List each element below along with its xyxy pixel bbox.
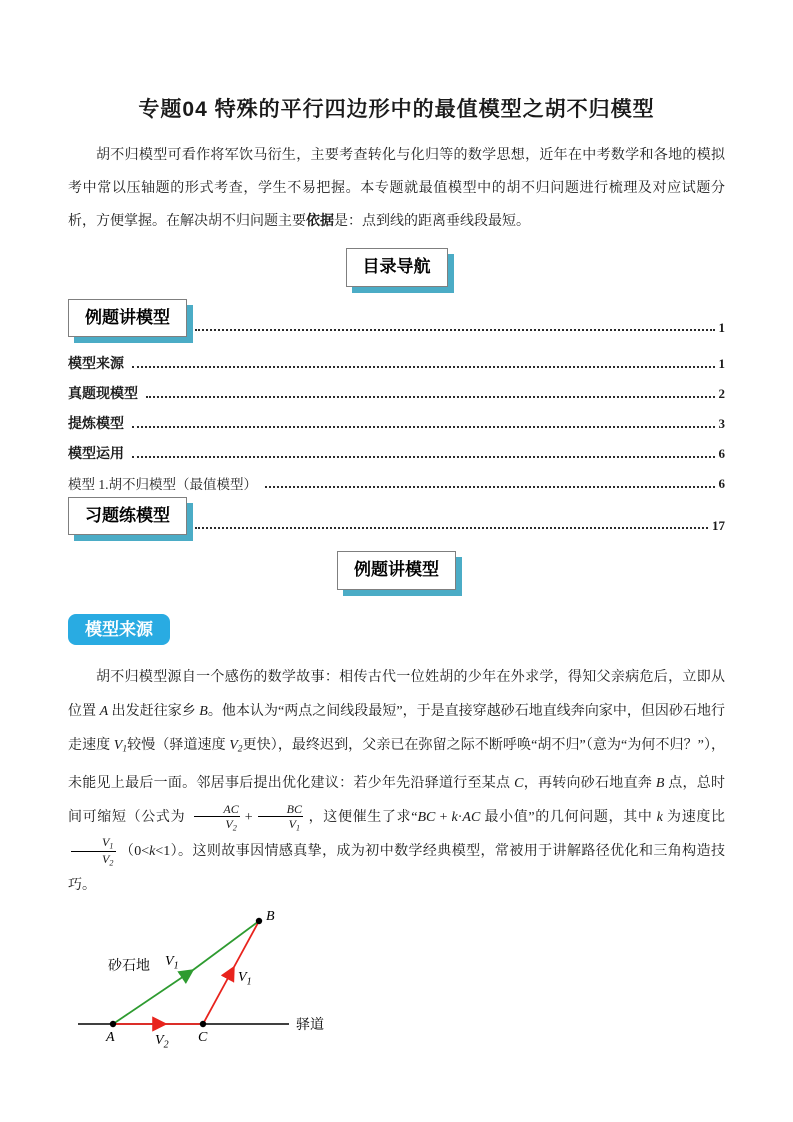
toc-nav-title: 目录导航: [362, 257, 431, 277]
v-letter: V: [165, 953, 174, 969]
v-letter: V: [238, 969, 247, 985]
toc-entry: [68, 433, 725, 463]
toc-entry: [68, 463, 725, 493]
toc-entry-label: 真题现模型: [68, 385, 138, 402]
toc-entry: [68, 373, 725, 403]
sand-area-label: 砂石地: [108, 958, 150, 974]
toc-entry-label: 模型 1.胡不归模型（最值模型）: [68, 477, 257, 493]
story-paragraph: 胡不归模型源自一个感伤的数学故事：相传古代一位姓胡的少年在外求学，得知父亲病危后，立即从位置 A 出发赶往家乡 B。他本认为“两点之间线段最短”，于是直接穿越砂石地直线奔向家中，但因砂石地行走速度 $V_1$较慢（驿道速度 $V_2$更快），最终迟到，父亲已在弥留之际不断呼唤“胡不归”（意为“为何不归？”），未能见上最后一面。邻居事后提出优化建议：若少年先沿驿道行至某点 C，再转向砂石地直奔 B 点，总时间可缩短（公式为 $\frac{AC}{V_2}$ + $\frac{BC}{V_1}$ ，这便催生了求“BC + k·AC 最小值”的几何问题，其中 k 为速度比 $\frac{V_1}{V_2}$ （0<k<1）。这则故事因情感真挚，成为初中数学经典模型，常被用于讲解路径优化和三角构造技巧。: [68, 670, 726, 893]
toc-section-row-examples: [68, 299, 725, 337]
toc-section-row-exercises: [68, 497, 725, 535]
point-A-dot: [110, 1021, 116, 1027]
road-label: 驿道: [296, 1017, 324, 1033]
dot-leader: [132, 366, 715, 368]
section-heading-label: 例题讲模型: [354, 560, 439, 580]
toc-entries: [68, 343, 725, 493]
page-title: 专题04 特殊的平行四边形中的最值模型之胡不归模型: [138, 98, 655, 121]
red-arrow-CB: [203, 967, 234, 1024]
toc-nav-box: [346, 248, 448, 286]
toc-section-label: 习题练模型: [85, 506, 170, 526]
toc-page-number: 1: [718, 356, 725, 372]
dot-leader: [132, 426, 715, 428]
section-heading-box: [337, 551, 456, 589]
diagram-svg: [70, 907, 415, 1059]
toc-entry-label: 模型来源: [68, 355, 124, 372]
dot-leader: [265, 486, 715, 488]
toc-entry: [68, 343, 725, 373]
point-B-label: B: [266, 908, 275, 924]
toc-entry-label: 提炼模型: [68, 415, 124, 432]
toc-section-box-exercises: [68, 497, 187, 535]
v-sub: 2: [163, 1039, 169, 1051]
toc-entry-label: 模型运用: [68, 445, 124, 462]
speed-v2-label: [155, 1033, 169, 1051]
section-heading-row: [68, 551, 725, 589]
point-B-dot: [256, 918, 262, 924]
toc-page-number: 1: [718, 320, 725, 336]
toc-page-number: 17: [712, 518, 725, 534]
point-C-dot: [200, 1021, 206, 1027]
red-line-CB: [234, 921, 259, 967]
point-C-label: C: [198, 1029, 208, 1045]
inline-fraction: $\frac{BC}{V_1}$: [256, 802, 305, 833]
toc-section-label: 例题讲模型: [85, 307, 170, 327]
dot-leader: [146, 396, 715, 398]
speed-v1-red-label: [238, 970, 252, 988]
toc-entry: [68, 403, 725, 433]
model-source-badge: 模型来源: [68, 614, 170, 645]
toc-page-number: 6: [718, 446, 725, 462]
dot-leader: [195, 527, 708, 529]
toc-page-number: 6: [718, 476, 725, 492]
v-sub: 1: [246, 976, 252, 988]
toc-page-number: 3: [718, 416, 725, 432]
green-line-AB: [193, 921, 259, 970]
hubugui-diagram: [70, 907, 725, 1064]
green-arrow-AB: [113, 970, 193, 1024]
v-sub: 1: [173, 960, 179, 972]
point-A-label: A: [106, 1029, 115, 1045]
inline-fraction: $\frac{AC}{V_2}$: [192, 802, 241, 833]
intro-paragraph: 胡不归模型可看作将军饮马衍生，主要考查转化与化归等的数学思想，近年在中考数学和各地的模拟考中常以压轴题的形式考查，学生不易把握。本专题就最值模型中的胡不归问题进行梳理及对应试题分析，方便掌握。在解决胡不归问题主要依据是：点到线的距离垂线段最短。: [68, 148, 725, 230]
toc-page-number: 2: [718, 386, 725, 402]
toc-section-box-examples: [68, 299, 187, 337]
speed-v1-green-label: [165, 954, 179, 972]
dot-leader: [195, 329, 715, 331]
toc-nav-row: [68, 248, 725, 286]
dot-leader: [132, 456, 715, 458]
model-source-badge-row: [68, 614, 725, 645]
v-letter: V: [155, 1032, 164, 1048]
inline-fraction: $\frac{V_1}{V_2}$: [71, 835, 116, 868]
